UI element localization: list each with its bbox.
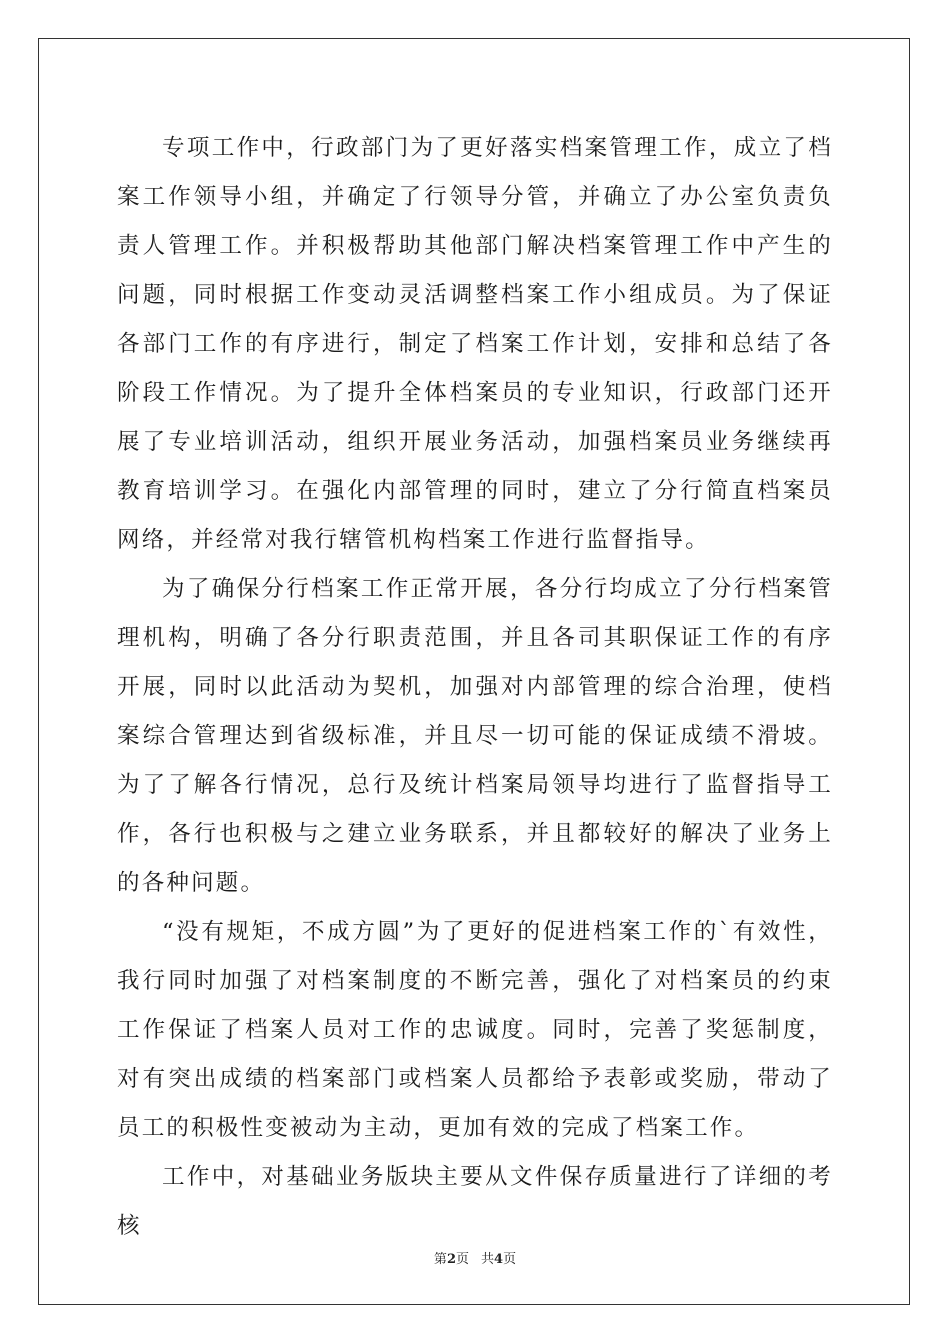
page-footer — [0, 1248, 950, 1267]
total-prefix: 共 — [481, 1252, 495, 1267]
page-suffix: 页 — [455, 1252, 469, 1267]
paragraph-3: “没有规矩，不成方圆”为了更好的促进档案工作的`有效性，我行同时加强了对档案制度的不断完善，强化了对档案员的约束工作保证了档案人员对工作的忠诚度。同时，完善了奖惩制度，对有突出成绩的档案部门或档案人员都给予表彰或奖励，带动了员工的积极性变被动为主动，更加有效的完成了档案工作。 — [117, 919, 833, 1141]
total-suffix: 页 — [503, 1252, 517, 1267]
paragraph-1: 专项工作中，行政部门为了更好落实档案管理工作，成立了档案工作领导小组，并确定了行领导分管，并确立了办公室负责负责人管理工作。并积极帮助其他部门解决档案管理工作中产生的问题，同时根据工作变动灵活调整档案工作小组成员。为了保证各部门工作的有序进行，制定了档案工作计划，安排和总结了各阶段工作情况。为了提升全体档案员的专业知识，行政部门还开展了专业培训活动，组织开展业务活动，加强档案员业务继续再教育培训学习。在强化内部管理的同时，建立了分行简直档案员网络，并经常对我行辖管机构档案工作进行监督指导。 — [117, 135, 833, 553]
current-page-number: 2 — [446, 1252, 456, 1267]
document-body — [117, 124, 833, 1251]
total-page-number: 4 — [494, 1252, 504, 1267]
paragraph-4: 工作中，对基础业务版块主要从文件保存质量进行了详细的考核 — [117, 1164, 833, 1239]
page-prefix: 第 — [433, 1252, 447, 1267]
paragraph-2: 为了确保分行档案工作正常开展，各分行均成立了分行档案管理机构，明确了各分行职责范围，并且各司其职保证工作的有序开展，同时以此活动为契机，加强对内部管理的综合治理，使档案综合管理达到省级标准，并且尽一切可能的保证成绩不滑坡。为了了解各行情况，总行及统计档案局领导均进行了监督指导工作，各行也积极与之建立业务联系，并且都较好的解决了业务上的各种问题。 — [117, 576, 833, 896]
